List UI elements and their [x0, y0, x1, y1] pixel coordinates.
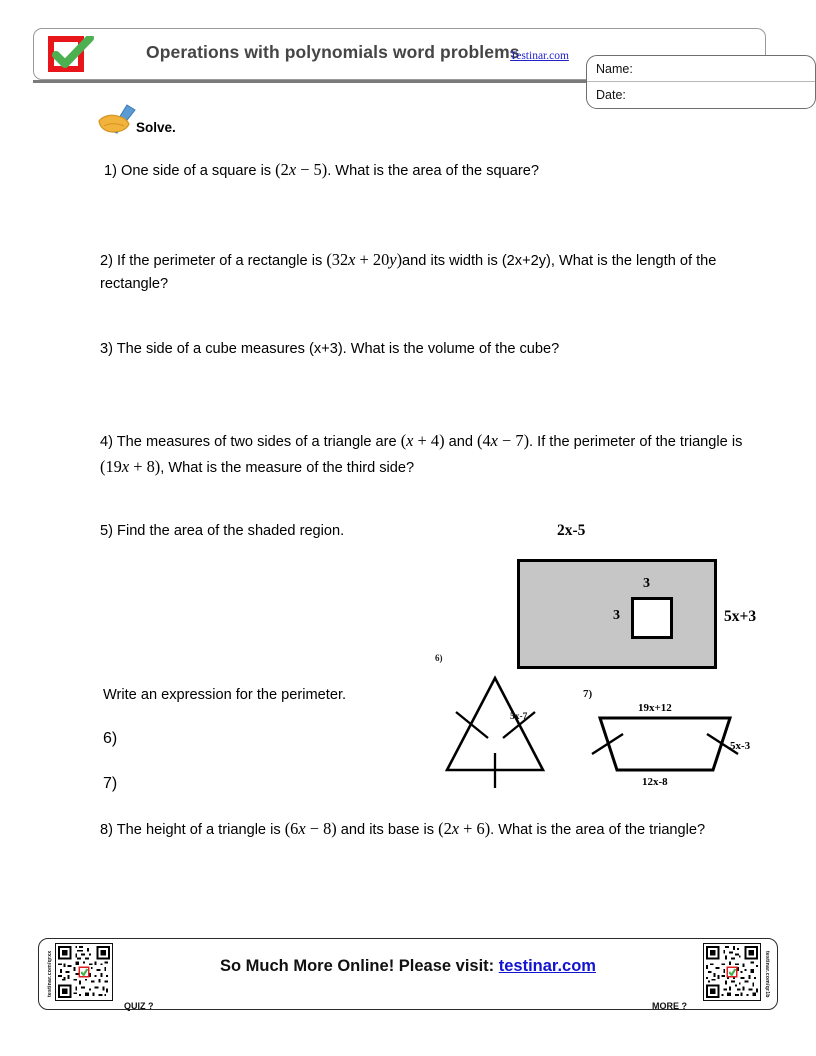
footer-message	[39, 957, 777, 976]
page-header	[33, 28, 768, 102]
qr-quiz-url-text: testinar.com/qrxx	[47, 950, 53, 998]
question-4-text-mid2: . If the perimeter of the triangle is	[529, 434, 743, 450]
question-4-math-1: (x + 4)	[400, 431, 445, 450]
qr-quiz-caption: QUIZ ?	[124, 1001, 154, 1011]
question-5: 5) Find the area of the shaded region.	[100, 523, 345, 539]
question-2	[100, 247, 760, 295]
rect-white-hole	[631, 597, 673, 639]
trapezoid-right-label: 5x-3	[730, 740, 751, 752]
instruction-label: Solve.	[136, 120, 176, 135]
qr-code-more-icon[interactable]	[703, 943, 761, 1001]
qr-more-url-text: testinar.com/qr1b	[764, 950, 770, 998]
question-8	[100, 816, 770, 842]
footer-message-text: So Much More Online! Please visit:	[220, 957, 499, 975]
footer-banner	[38, 938, 778, 1010]
trapezoid-top-label: 19x+12	[638, 702, 672, 714]
perimeter-prompt: Write an expression for the perimeter.	[103, 687, 347, 703]
question-4-text-before: 4) The measures of two sides of a triangle are	[100, 434, 401, 450]
page-title: Operations with polynomials word problems	[146, 42, 520, 62]
question-8-text-mid: and its base is	[336, 822, 439, 838]
rect-right-label: 5x+3	[724, 608, 757, 625]
triangle-shape	[430, 650, 570, 805]
figure-triangle	[430, 650, 570, 805]
question-1-math-1: (2x − 5)	[275, 160, 328, 179]
rect-top-label: 2x-5	[557, 522, 586, 539]
date-field[interactable]: Date:	[596, 88, 626, 102]
red-square-green-check-icon	[46, 36, 98, 74]
question-4-math-3: (19x + 8)	[100, 456, 161, 476]
question-4-text-mid: and	[444, 434, 477, 450]
question-8-text-before: 8) The height of a triangle is	[100, 822, 285, 838]
question-2-text-mid: and its width is (2x+2y), What is the length of the rectangle?	[100, 253, 717, 292]
figure-trapezoid	[580, 688, 775, 798]
question-4-math-2: (4x − 7)	[477, 431, 530, 450]
question-1-text-after: . What is the area of the square?	[327, 163, 539, 179]
hole-top-label: 3	[643, 576, 650, 591]
question-4-text-after: , What is the measure of the third side?	[160, 459, 415, 476]
question-3: 3) The side of a cube measures (x+3). What is the volume of the cube?	[100, 341, 560, 357]
trapezoid-bottom-label: 12x-8	[642, 776, 668, 788]
question-8-text-after: . What is the area of the triangle?	[490, 822, 706, 838]
name-field[interactable]: Name:	[587, 56, 815, 82]
qr-more-block[interactable]	[652, 943, 772, 1011]
question-8-math-2: (2x + 6)	[438, 819, 491, 838]
question-2-math-1: (32x + 20y)	[326, 250, 403, 269]
triangle-number-label: 6)	[435, 653, 443, 663]
question-1	[104, 157, 744, 183]
triangle-side-label: 5x-7	[510, 712, 528, 722]
qr-more-caption: MORE ?	[652, 1001, 687, 1011]
question-1-text-before: 1) One side of a square is	[104, 163, 276, 179]
answer-slot-6: 6)	[103, 730, 118, 747]
question-4	[100, 428, 760, 479]
question-2-text-before: 2) If the perimeter of a rectangle is	[100, 253, 327, 269]
trapezoid-number-label: 7)	[583, 688, 593, 700]
footer-testinar-link[interactable]: testinar.com	[498, 957, 596, 975]
name-date-box	[586, 55, 816, 109]
hole-left-label: 3	[613, 608, 620, 623]
hand-holding-pencil-icon	[97, 104, 141, 136]
question-8-math-1: (6x − 8)	[284, 819, 337, 838]
testinar-site-link[interactable]: Testinar.com	[510, 50, 569, 62]
answer-slot-7: 7)	[103, 775, 118, 792]
